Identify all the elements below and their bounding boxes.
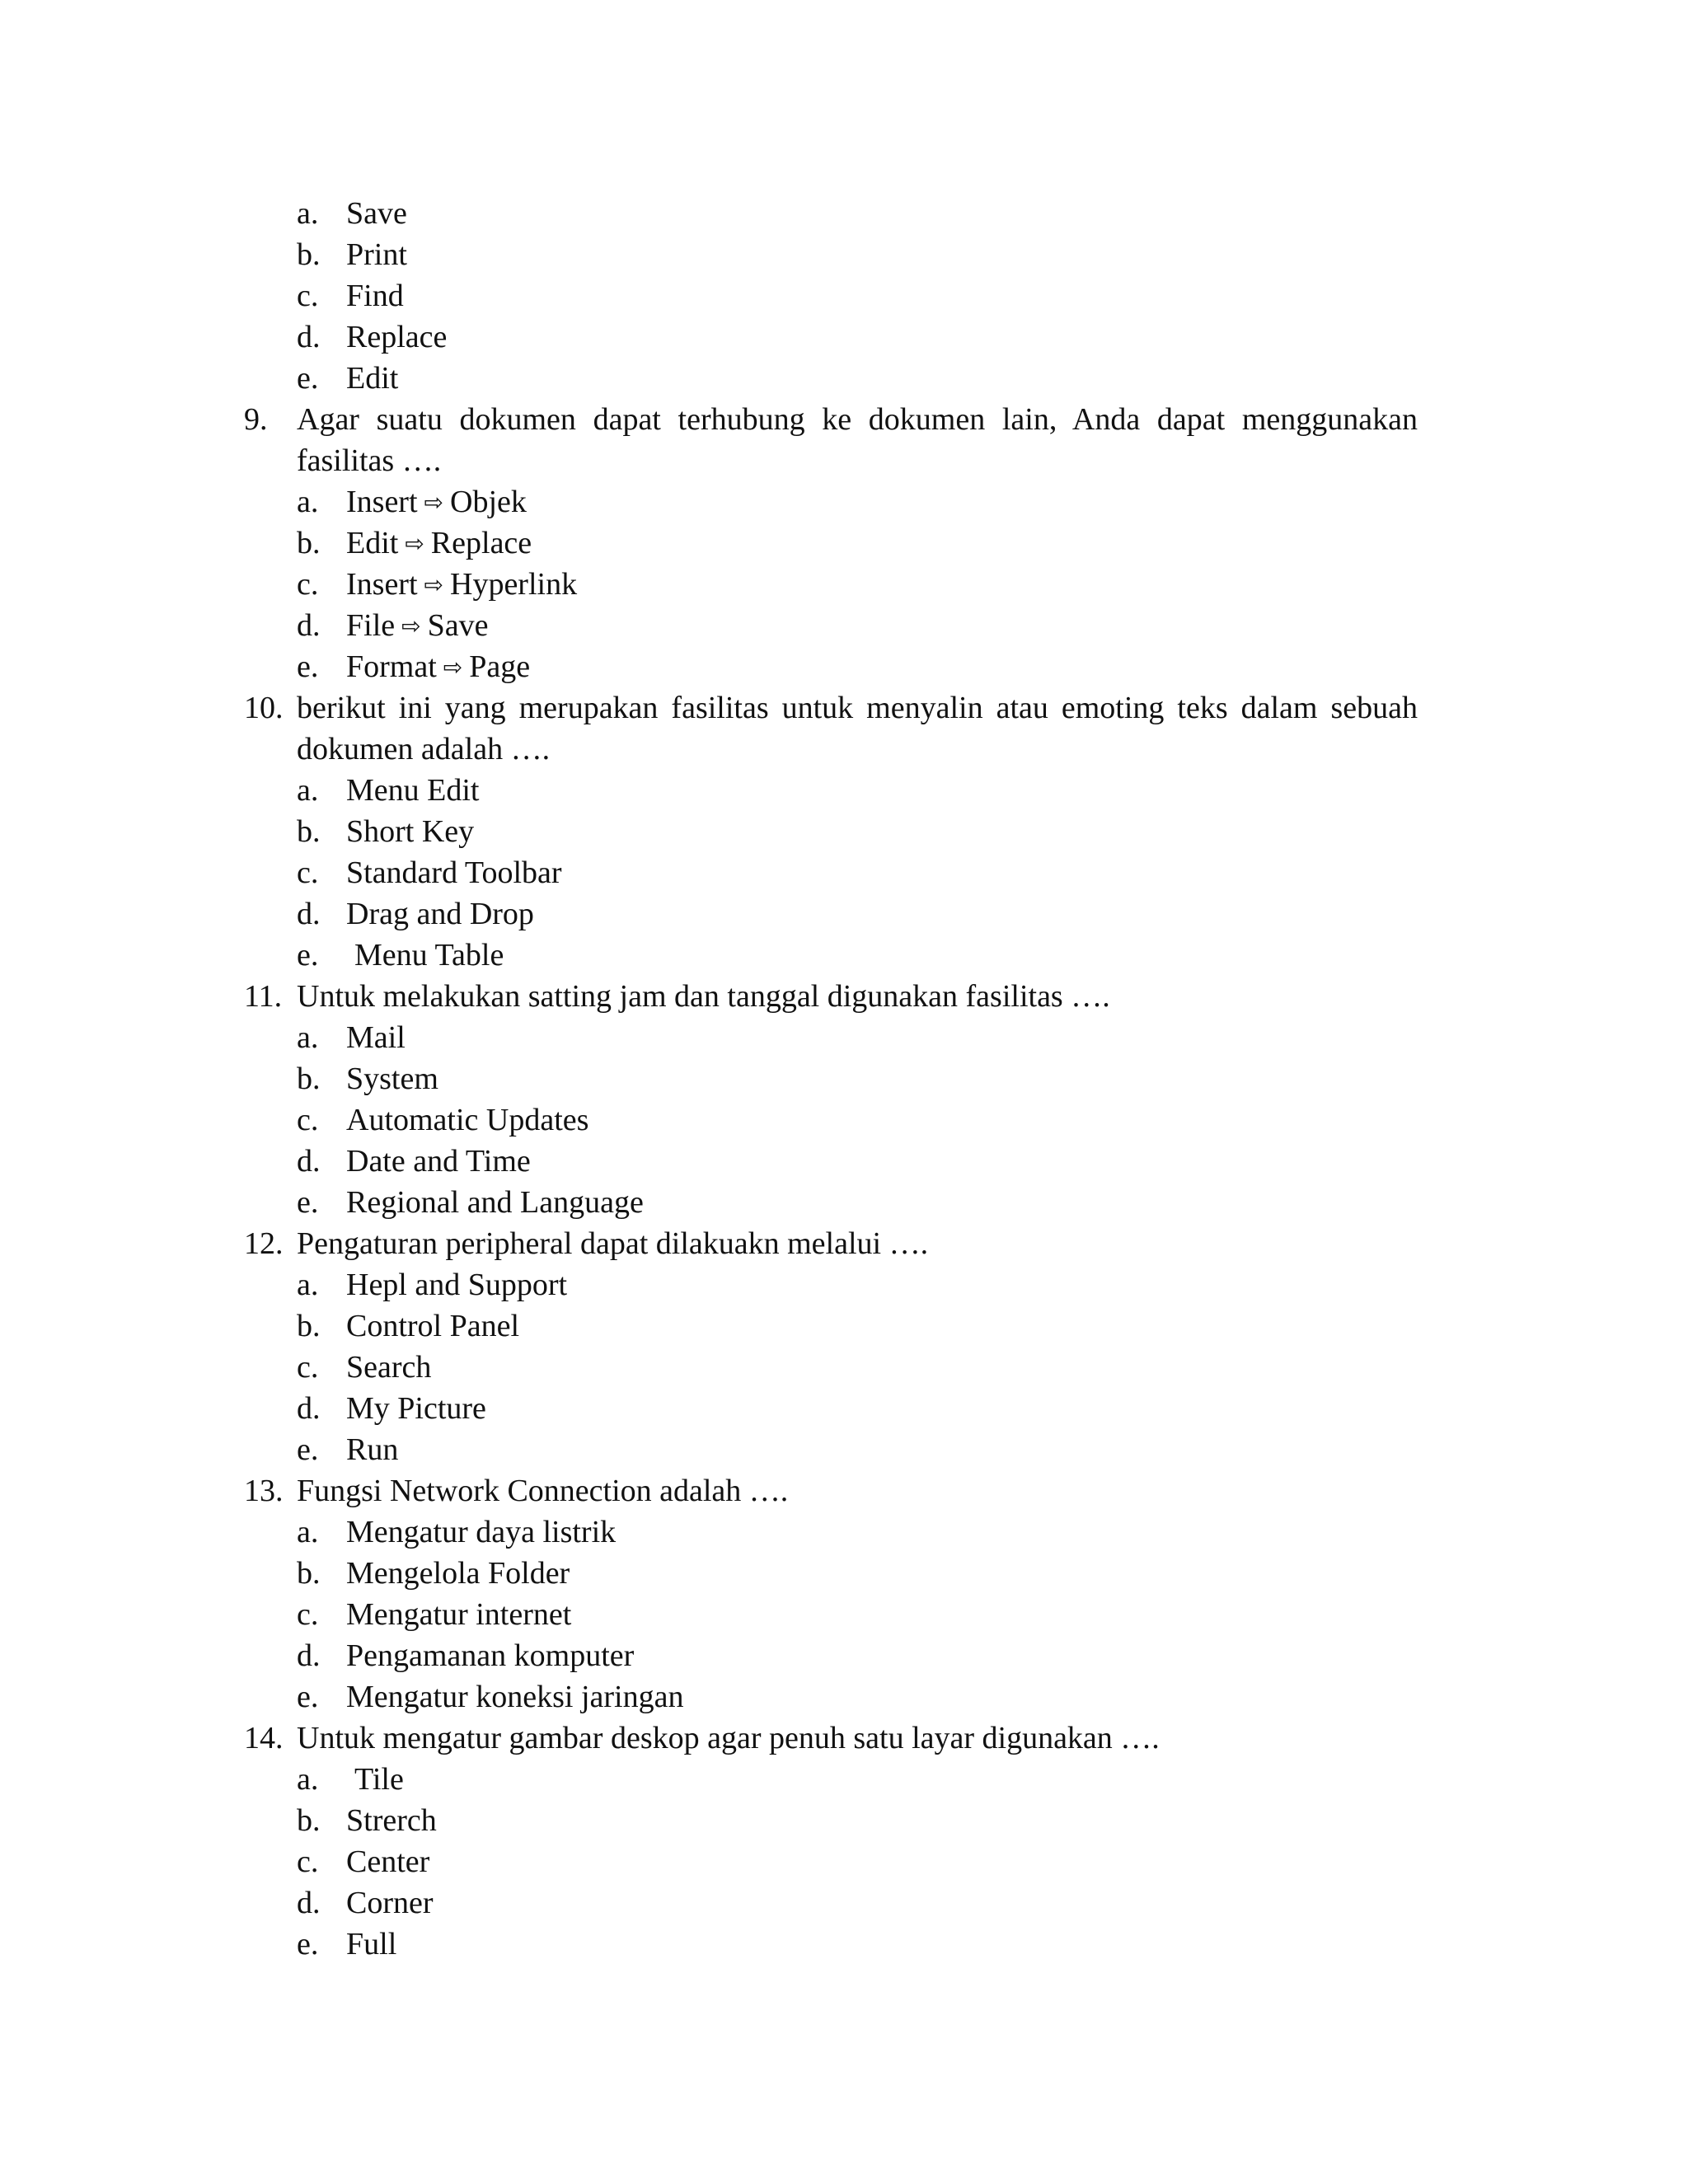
menu-command: Save xyxy=(427,608,489,643)
option-letter: c. xyxy=(297,1350,319,1385)
question-9 xyxy=(244,399,1418,440)
option-letter: c. xyxy=(297,279,319,313)
list-item xyxy=(244,316,1414,358)
question-14 xyxy=(244,1718,1414,1759)
list-item xyxy=(244,1058,1414,1099)
option-text: Regional and Language xyxy=(346,1185,644,1220)
list-item xyxy=(244,893,1414,935)
question-text: Agar suatu dokumen dapat terhubung ke dokumen lain, Anda dapat menggunakan xyxy=(297,402,1418,437)
option-letter: e. xyxy=(297,361,319,396)
option-text xyxy=(346,481,527,523)
list-item xyxy=(244,1924,1414,1965)
question-10 xyxy=(244,687,1418,729)
option-letter: b. xyxy=(297,1309,321,1343)
option-letter: d. xyxy=(297,608,321,643)
list-item xyxy=(244,1882,1414,1924)
list-item xyxy=(244,1264,1414,1305)
menu-command: Hyperlink xyxy=(450,567,578,602)
option-letter: c. xyxy=(297,855,319,890)
option-text xyxy=(346,605,488,647)
question-11 xyxy=(244,976,1414,1017)
option-letter: d. xyxy=(297,1391,321,1426)
option-text xyxy=(346,523,532,565)
question-number: 14. xyxy=(244,1721,284,1755)
arrow-right-icon: ⇨ xyxy=(405,530,424,557)
option-text: Replace xyxy=(346,320,448,354)
list-item xyxy=(244,770,1414,811)
option-letter: b. xyxy=(297,1062,321,1096)
option-letter: e. xyxy=(297,1927,319,1961)
list-item xyxy=(244,1347,1414,1388)
option-text: Mengatur koneksi jaringan xyxy=(346,1680,684,1714)
question-number: 12. xyxy=(244,1226,284,1261)
option-text: Tile xyxy=(354,1762,404,1797)
option-letter: a. xyxy=(297,1268,319,1302)
option-text: Find xyxy=(346,279,404,313)
question-12 xyxy=(244,1223,1414,1264)
list-item xyxy=(244,1511,1414,1553)
arrow-right-icon: ⇨ xyxy=(401,612,421,640)
question-number: 9. xyxy=(244,402,268,437)
option-text: Menu Edit xyxy=(346,773,480,808)
list-item xyxy=(244,1182,1414,1223)
menu-name: Edit xyxy=(346,526,399,560)
list-item xyxy=(244,481,1414,523)
list-item xyxy=(244,1635,1414,1676)
option-text: Full xyxy=(346,1927,397,1961)
option-text: Center xyxy=(346,1844,430,1879)
list-item xyxy=(244,646,1414,687)
option-text: Standard Toolbar xyxy=(346,855,562,890)
question-text: dokumen adalah …. xyxy=(297,732,551,766)
option-letter: d. xyxy=(297,1886,321,1920)
option-text: Hepl and Support xyxy=(346,1268,568,1302)
menu-command: Page xyxy=(469,649,531,684)
option-text: Search xyxy=(346,1350,432,1385)
option-letter: a. xyxy=(297,1762,319,1797)
menu-name: Insert xyxy=(346,485,418,519)
option-text: Save xyxy=(346,196,407,231)
option-text: Pengamanan komputer xyxy=(346,1638,635,1673)
option-letter: d. xyxy=(297,1144,321,1179)
option-letter: a. xyxy=(297,773,319,808)
option-text: Print xyxy=(346,237,407,272)
option-letter: c. xyxy=(297,1597,319,1632)
list-item xyxy=(244,935,1414,976)
option-letter: a. xyxy=(297,1020,319,1055)
list-item xyxy=(244,523,1414,564)
list-item xyxy=(244,1759,1414,1800)
option-letter: b. xyxy=(297,1556,321,1591)
question-text: Untuk mengatur gambar deskop agar penuh satu layar digunakan …. xyxy=(297,1721,1160,1755)
option-text: My Picture xyxy=(346,1391,486,1426)
option-text: System xyxy=(346,1062,438,1096)
option-letter: e. xyxy=(297,1680,319,1714)
arrow-right-icon: ⇨ xyxy=(443,654,463,681)
list-item xyxy=(244,193,1414,234)
list-item xyxy=(244,234,1414,275)
option-letter: a. xyxy=(297,1515,319,1549)
option-text: Mengatur internet xyxy=(346,1597,572,1632)
option-letter: e. xyxy=(297,1432,319,1467)
option-letter: d. xyxy=(297,897,321,931)
option-letter: d. xyxy=(297,1638,321,1673)
menu-name: File xyxy=(346,608,396,643)
option-letter: c. xyxy=(297,1844,319,1879)
option-letter: b. xyxy=(297,237,321,272)
option-text: Corner xyxy=(346,1886,434,1920)
menu-name: Format xyxy=(346,649,437,684)
list-item xyxy=(244,1388,1414,1429)
option-text xyxy=(346,646,530,688)
list-item xyxy=(244,1841,1414,1882)
option-text: Mengelola Folder xyxy=(346,1556,570,1591)
list-item xyxy=(244,605,1414,646)
option-letter: e. xyxy=(297,1185,319,1220)
question-text: fasilitas …. xyxy=(297,443,442,478)
list-item xyxy=(244,1553,1414,1594)
question-number: 11. xyxy=(244,979,283,1014)
option-text xyxy=(346,564,577,606)
list-item xyxy=(244,1305,1414,1347)
option-text: Automatic Updates xyxy=(346,1103,589,1137)
option-letter: e. xyxy=(297,938,319,972)
option-letter: a. xyxy=(297,196,319,231)
list-item xyxy=(244,1017,1414,1058)
option-text: Run xyxy=(346,1432,399,1467)
question-text: Fungsi Network Connection adalah …. xyxy=(297,1474,789,1508)
question-9-continued xyxy=(244,440,1414,481)
option-letter: a. xyxy=(297,485,319,519)
arrow-right-icon: ⇨ xyxy=(424,489,443,516)
option-text: Control Panel xyxy=(346,1309,520,1343)
question-number: 13. xyxy=(244,1474,284,1508)
menu-command: Replace xyxy=(430,526,532,560)
option-text: Mengatur daya listrik xyxy=(346,1515,617,1549)
option-letter: c. xyxy=(297,567,319,602)
option-text: Menu Table xyxy=(354,938,504,972)
question-text: Untuk melakukan satting jam dan tanggal digunakan fasilitas …. xyxy=(297,979,1110,1014)
option-letter: c. xyxy=(297,1103,319,1137)
list-item xyxy=(244,811,1414,852)
arrow-right-icon: ⇨ xyxy=(424,571,443,598)
option-letter: b. xyxy=(297,526,321,560)
option-text: Strerch xyxy=(346,1803,437,1838)
list-item xyxy=(244,1676,1414,1718)
option-letter: b. xyxy=(297,1803,321,1838)
question-text: Pengaturan peripheral dapat dilakuakn melalui …. xyxy=(297,1226,929,1261)
menu-command: Objek xyxy=(450,485,527,519)
question-number: 10. xyxy=(244,691,284,725)
option-text: Mail xyxy=(346,1020,406,1055)
list-item xyxy=(244,1800,1414,1841)
question-13 xyxy=(244,1470,1414,1511)
option-letter: b. xyxy=(297,814,321,849)
list-item xyxy=(244,358,1414,399)
list-item xyxy=(244,275,1414,316)
option-text: Edit xyxy=(346,361,399,396)
option-text: Short Key xyxy=(346,814,475,849)
list-item xyxy=(244,1594,1414,1635)
list-item xyxy=(244,1429,1414,1470)
option-text: Drag and Drop xyxy=(346,897,534,931)
option-text: Date and Time xyxy=(346,1144,531,1179)
option-letter: d. xyxy=(297,320,321,354)
option-letter: e. xyxy=(297,649,319,684)
list-item xyxy=(244,564,1414,605)
list-item xyxy=(244,1099,1414,1141)
question-text: berikut ini yang merupakan fasilitas untuk menyalin atau emoting teks dalam sebuah xyxy=(297,691,1418,725)
list-item xyxy=(244,852,1414,893)
question-list xyxy=(244,193,1418,1965)
list-item xyxy=(244,1141,1414,1182)
question-10-continued xyxy=(244,729,1414,770)
menu-name: Insert xyxy=(346,567,418,602)
